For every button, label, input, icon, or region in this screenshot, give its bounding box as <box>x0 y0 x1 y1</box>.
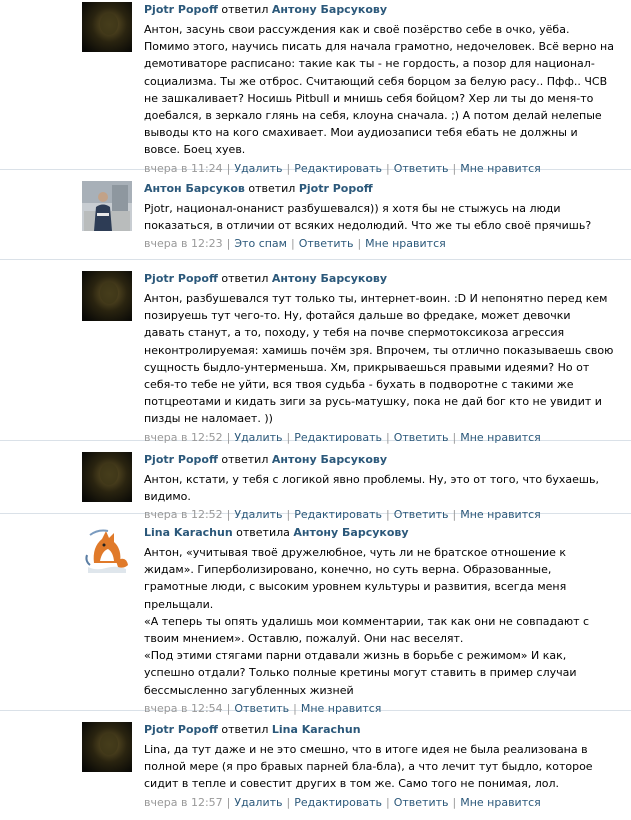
author-link[interactable]: Lina Karachun <box>144 526 233 539</box>
reply-button[interactable]: Ответить <box>298 237 354 251</box>
reply-verb: ответил <box>221 3 269 16</box>
comment-paragraph: Антон, «учитывая твоё дружелюбное, чуть ли не братское отношение к жидам». Гиперболизировано, конечно, но суть верна. Образованные, грамотные люди, с высоким уровнем культуры и развития, всегда меня прельщали. <box>144 546 567 611</box>
delete-button[interactable]: Удалить <box>234 508 283 522</box>
comment-actions: вчера в 12:23 | Это спам | Ответить | Мне нравится <box>144 237 446 251</box>
comment-paragraph: Антон, разбушевался тут только ты, интернет-воин. :D И непонятно перед кем позируешь тут чего-то. Ну, фотайся дальше во фредаке, может девочки давать станут, а то, походу, у тебя на почве спермотоксикоза агрессия неконтролируемая: хамишь почём зря. Впрочем, ты отлично показываешь свою сущность быдло-унтерменьша. Хм, прикрываешься правыми идеями? Но от себя-то тебе не уйти, вся твоя судьба - бухать в подворотне с такими же потцреотами и кидать зиги за русь-матушку, пока не дай бог кто не увидит и пизды не наломает. )) <box>144 292 614 426</box>
edit-button[interactable]: Редактировать <box>294 795 382 809</box>
reply-button[interactable]: Ответить <box>393 430 449 444</box>
comment-text <box>144 544 614 699</box>
comment-text <box>144 471 614 505</box>
reply-target-link[interactable]: Pjotr Popoff <box>298 182 373 195</box>
avatar[interactable] <box>82 722 132 772</box>
photo-avatar-icon <box>82 181 132 231</box>
author-link[interactable]: Pjotr Popoff <box>144 3 218 16</box>
dark-avatar-icon <box>82 722 132 772</box>
comment-item <box>0 442 631 522</box>
reply-verb: ответил <box>221 453 269 466</box>
comment-paragraph: «Под этими стягами парни отдавали жизнь в борьбе с режимом» И как, успешно отдали? Только полные кретины могут ставить в пример случаи бессмысленно загубленных жизней <box>144 649 577 697</box>
author-link[interactable]: Антон Барсуков <box>144 182 245 195</box>
delete-button[interactable]: Удалить <box>234 430 283 444</box>
edit-button[interactable]: Редактировать <box>294 430 382 444</box>
comment-time: вчера в 12:54 <box>144 701 223 715</box>
comment-actions: вчера в 12:52 | Удалить | Редактировать | Ответить | Мне нравится <box>144 508 541 522</box>
author-link[interactable]: Pjotr Popoff <box>144 272 218 285</box>
comment-header <box>144 722 614 738</box>
comment-header <box>144 271 614 287</box>
comment-time: вчера в 12:57 <box>144 795 223 809</box>
comment-item <box>0 515 631 715</box>
reply-target-link[interactable]: Lina Karachun <box>271 723 361 736</box>
reply-verb: ответил <box>248 182 296 195</box>
comment-actions: вчера в 12:54 | Ответить | Мне нравится <box>144 701 382 715</box>
delete-button[interactable]: Удалить <box>234 161 283 175</box>
author-link[interactable]: Pjotr Popoff <box>144 453 218 466</box>
like-button[interactable]: Мне нравится <box>460 430 541 444</box>
comment-item <box>0 0 631 175</box>
comment-time: вчера в 12:52 <box>144 430 223 444</box>
avatar[interactable] <box>82 271 132 321</box>
comment-time: вчера в 12:23 <box>144 237 223 251</box>
like-button[interactable]: Мне нравится <box>460 508 541 522</box>
comment-header <box>144 525 614 541</box>
comment-paragraph: «А теперь ты опять удалишь мои комментарии, так как они не совпадают с твоим мнением». Оставлю, пожалуй. Они нас веселят. <box>144 614 590 646</box>
comment-paragraph: Lina, да тут даже и не это смешно, что в итоге идея не была реализована в полной мере (я про бравых парней бла-бла), а что лечит тут быдло, которое сидит в тепле и совестит других в том же. Само того не понимая, лол. <box>144 743 593 791</box>
reply-verb: ответила <box>236 526 290 539</box>
comment-header <box>144 181 614 197</box>
reply-verb: ответил <box>221 272 269 285</box>
comment-actions: вчера в 12:52 | Удалить | Редактировать | Ответить | Мне нравится <box>144 430 541 444</box>
avatar[interactable] <box>82 181 132 231</box>
comment-text <box>144 21 614 159</box>
comment-paragraph: Антон, засунь свои рассуждения как и своё позёрство себе в очко, уёба. Помимо этого, научись писать для начала грамотно, недочеловек. Всё верно на демотиваторе расписано: такие как ты - не гордость, а позор для национал-социализма. Ты же отброс. Считающий себя борцом за белую расу.. Пфф.. ЧСВ не зашкаливает? Носишь Pitbull и мнишь себя бойцом? Хер ли ты до меня-то доебался, в зеркало глянь на себя, клоуна сначала. ;) А потом делай нелепые выводы кто на кого смахивает. Мои аудиозаписи тебя ебать не должны и вовсе. Боец хуев. <box>144 23 614 157</box>
fox-avatar-icon <box>82 525 132 575</box>
comment-actions: вчера в 12:57 | Удалить | Редактировать | Ответить | Мне нравится <box>144 795 541 809</box>
like-button[interactable]: Мне нравится <box>460 795 541 809</box>
comment-text <box>144 741 614 793</box>
edit-button[interactable]: Редактировать <box>294 161 382 175</box>
reply-target-link[interactable]: Антону Барсукову <box>271 3 388 16</box>
avatar[interactable] <box>82 525 132 575</box>
comment-text <box>144 290 614 428</box>
reply-target-link[interactable]: Антону Барсукову <box>293 526 409 539</box>
dark-avatar-icon <box>82 271 132 321</box>
avatar[interactable] <box>82 452 132 502</box>
comment-item <box>0 261 631 444</box>
dark-avatar-icon <box>82 2 132 52</box>
spam-button[interactable]: Это спам <box>234 237 287 251</box>
delete-button[interactable]: Удалить <box>234 795 283 809</box>
like-button[interactable]: Мне нравится <box>460 161 541 175</box>
comment-header <box>144 2 614 18</box>
comment-item <box>0 171 631 260</box>
comment-time: вчера в 11:24 <box>144 161 223 175</box>
comment-time: вчера в 12:52 <box>144 508 223 522</box>
reply-target-link[interactable]: Антону Барсукову <box>271 272 388 285</box>
comment-actions: вчера в 11:24 | Удалить | Редактировать | Ответить | Мне нравится <box>144 161 541 175</box>
reply-verb: ответил <box>221 723 269 736</box>
avatar[interactable] <box>82 2 132 52</box>
comment-text <box>144 200 614 234</box>
comment-item <box>0 712 631 820</box>
comment-paragraph: Антон, кстати, у тебя с логикой явно проблемы. Ну, это от того, что бухаешь, видимо. <box>144 473 599 504</box>
reply-button[interactable]: Ответить <box>393 795 449 809</box>
comment-header <box>144 452 614 468</box>
reply-button[interactable]: Ответить <box>393 161 449 175</box>
reply-button[interactable]: Ответить <box>234 701 290 715</box>
comment-paragraph: Pjotr, национал-онанист разбушевался)) я хотя бы не стыжусь на люди показаться, в отличии от всяких недолюдий. Что же ты ебло своё прячишь? <box>144 202 592 233</box>
dark-avatar-icon <box>82 452 132 502</box>
like-button[interactable]: Мне нравится <box>365 237 446 251</box>
reply-button[interactable]: Ответить <box>393 508 449 522</box>
edit-button[interactable]: Редактировать <box>294 508 382 522</box>
reply-target-link[interactable]: Антону Барсукову <box>271 453 388 466</box>
author-link[interactable]: Pjotr Popoff <box>144 723 218 736</box>
like-button[interactable]: Мне нравится <box>300 701 382 715</box>
